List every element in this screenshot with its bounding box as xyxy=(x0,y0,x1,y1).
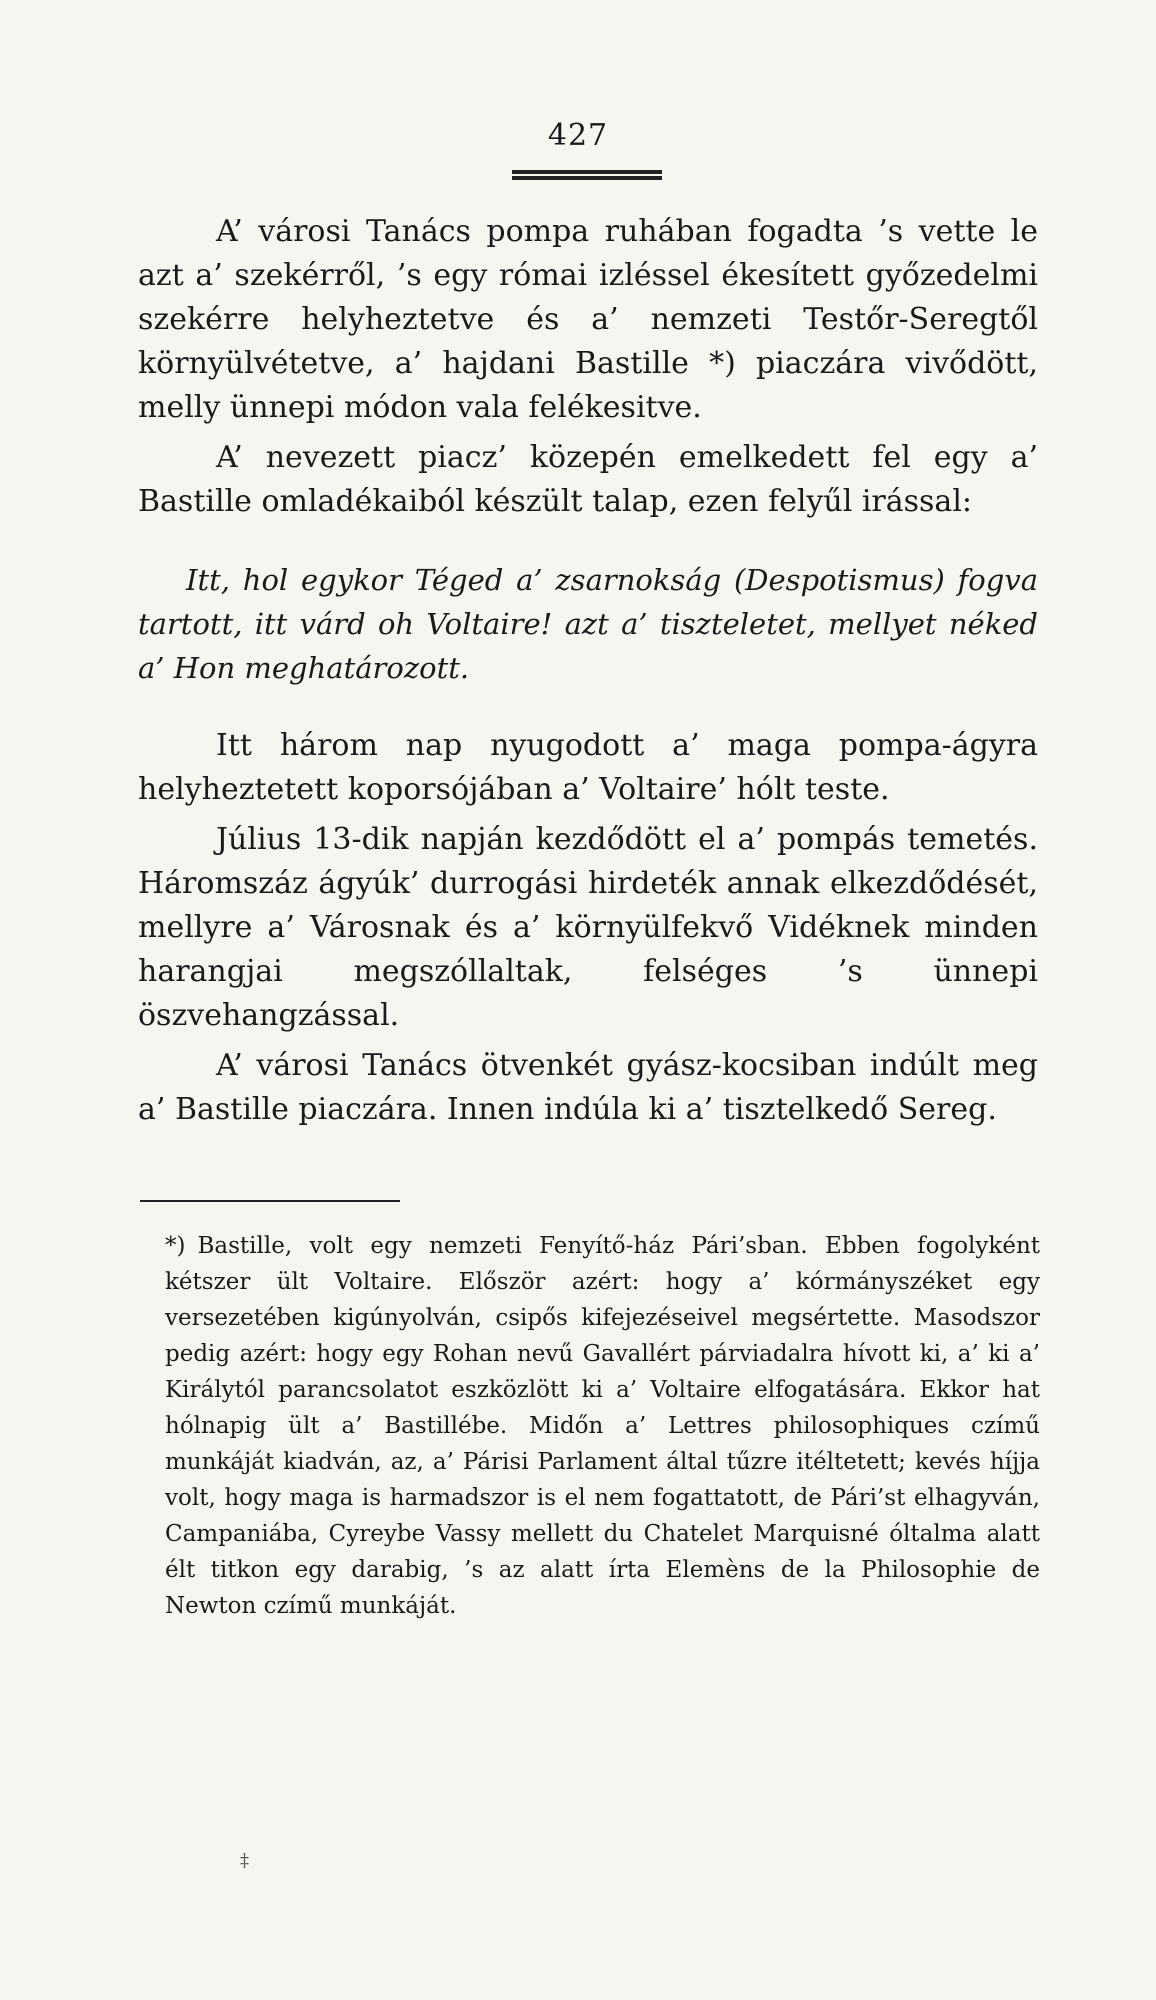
main-text xyxy=(138,210,1038,1132)
footnote-marker: *) xyxy=(165,1233,186,1259)
inscription: Itt, hol egykor Téged a’ zsarnokság (Despotismus) fogva tartott, itt várd oh Voltaire! azt a’ tiszteletet, mellyet néked a’ Hon meghatározott. xyxy=(138,563,1038,685)
paragraph: A’ városi Tanács pompa ruhában fogadta ’s vette le azt a’ szekérről, ’s egy római izléssel ékesített győzedelmi szekérre helyheztetve és a’ nemzeti Testőr-Seregtől környülvétetve, a’ hajdani Bastille *) piaczára vivődött, melly ünnepi módon vala felékesitve. xyxy=(138,214,1038,425)
paragraph: A’ nevezett piacz’ közepén emelkedett fel egy a’ Bastille omladékaiból készült talap, ezen felyűl irással: xyxy=(138,440,1038,519)
paragraph: Július 13-dik napján kezdődött el a’ pompás temetés. Háromszáz ágyúk’ durrogási hirdeték annak elkezdődését, mellyre a’ Városnak és a’ környülfekvő Vidéknek minden harangjai megszóllaltak, felséges ’s ünnepi öszvehangzással. xyxy=(138,822,1038,1033)
footnote xyxy=(165,1228,1040,1624)
paragraph: A’ városi Tanács ötvenkét gyász-kocsiban indúlt meg a’ Bastille piaczára. Innen indúla ki a’ tisztelkedő Sereg. xyxy=(138,1048,1038,1127)
page-mark: ‡ xyxy=(240,1850,249,1871)
footnote-text: Bastille, volt egy nemzeti Fenyítő-ház Pári’sban. Ebben fogolyként kétszer ült Voltaire. Először azért: hogy a’ kórmányszéket egy versezetében kigúnyolván, csipős kifejezéseivel megsértette. Masodszor pedig azért: hogy egy Rohan nevű Gavallért párviadalra hívott ki, a’ ki a’ Királytól parancsolatot eszközlött ki a’ Voltaire elfogatására. Ekkor hat hólnapig ült a’ Bastillébe. Midőn a’ Lettres philosophiques czímű munkáját kiadván, az, a’ Párisi Parlament által tűzre itéltetett; kevés híjja volt, hogy maga is harmadszor is el nem fogattatott, de Pári’st elhagyván, Campaniába, Cyreybe Vassy mellett du Chatelet Marquisné óltalma alatt élt titkon egy darabig, ’s az alatt írta Elemèns de la Philosophie de Newton czímű munkáját. xyxy=(165,1233,1040,1619)
footnote-rule xyxy=(140,1200,400,1202)
paragraph: Itt három nap nyugodott a’ maga pompa-ágyra helyheztetett koporsójában a’ Voltaire’ hólt teste. xyxy=(138,728,1038,807)
header-rule xyxy=(512,170,662,180)
page-number: 427 xyxy=(547,118,609,153)
